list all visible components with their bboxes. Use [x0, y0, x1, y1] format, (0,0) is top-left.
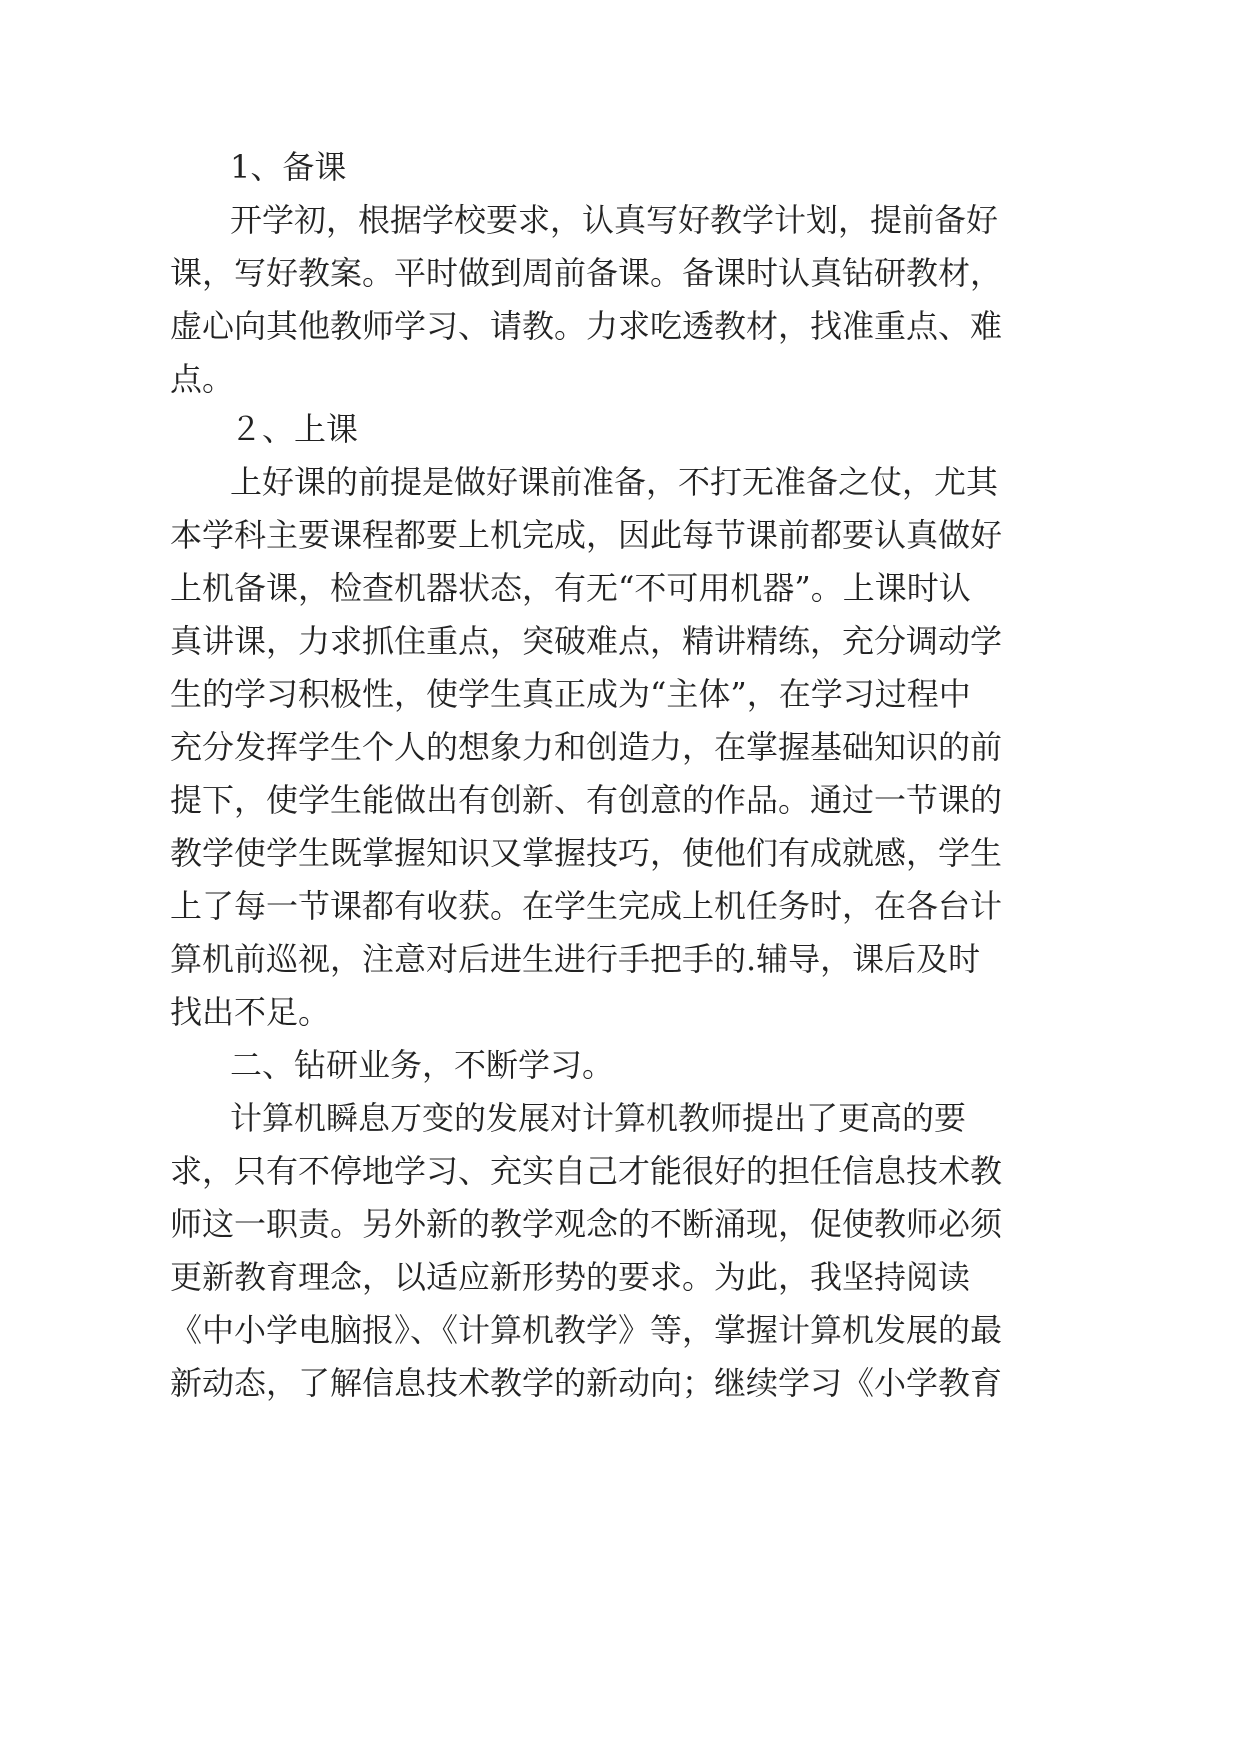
paragraph-line: 开学初，根据学校要求，认真写好教学计划，提前备好 — [230, 201, 999, 239]
heading-lesson-prep: 1、备课 — [230, 148, 347, 186]
paragraph-line: 上机备课，检查机器状态，有无“不可用机器”。上课时认 — [170, 569, 971, 607]
paragraph-line: 《中小学电脑报》、《计算机教学》等，掌握计算机发展的最 — [170, 1311, 1003, 1349]
paragraph-line: 教学使学生既掌握知识又掌握技巧，使他们有成就感，学生 — [170, 834, 1003, 872]
paragraph-line: 师这一职责。另外新的教学观念的不断涌现，促使教师必须 — [170, 1205, 1003, 1243]
paragraph-line: 求，只有不停地学习、充实自己才能很好的担任信息技术教 — [170, 1152, 1003, 1190]
paragraph-line: 提下，使学生能做出有创新、有创意的作品。通过一节课的 — [170, 781, 1003, 819]
paragraph-line: 更新教育理念，以适应新形势的要求。为此，我坚持阅读 — [170, 1258, 971, 1296]
paragraph-line: 新动态，了解信息技术教学的新动向；继续学习《小学教育 — [170, 1364, 1003, 1402]
paragraph-line: 充分发挥学生个人的想象力和创造力，在掌握基础知识的前 — [170, 728, 1003, 766]
paragraph-line: 课，写好教案。平时做到周前备课。备课时认真钻研教材， — [170, 254, 1003, 292]
paragraph-line: 上了每一节课都有收获。在学生完成上机任务时，在各台计 — [170, 887, 1003, 925]
paragraph-line: 虚心向其他教师学习、请教。力求吃透教材，找准重点、难 — [170, 307, 1003, 345]
paragraph-line: 找出不足。 — [170, 993, 331, 1031]
paragraph-line: 真讲课，力求抓住重点，突破难点，精讲精练，充分调动学 — [170, 622, 1003, 660]
heading-study: 二、钻研业务，不断学习。 — [230, 1046, 615, 1084]
paragraph-line: 算机前巡视，注意对后进生进行手把手的.辅导，课后及时 — [170, 940, 981, 978]
paragraph-line: 点。 — [170, 360, 235, 398]
paragraph-line: 计算机瞬息万变的发展对计算机教师提出了更高的要 — [230, 1099, 967, 1137]
paragraph-line: 本学科主要课程都要上机完成，因此每节课前都要认真做好 — [170, 516, 1003, 554]
paragraph-line: 生的学习积极性，使学生真正成为“主体”，在学习过程中 — [170, 675, 971, 713]
heading-class: ２、上课 — [230, 410, 359, 448]
paragraph-line: 上好课的前提是做好课前准备，不打无准备之仗，尤其 — [230, 463, 999, 501]
